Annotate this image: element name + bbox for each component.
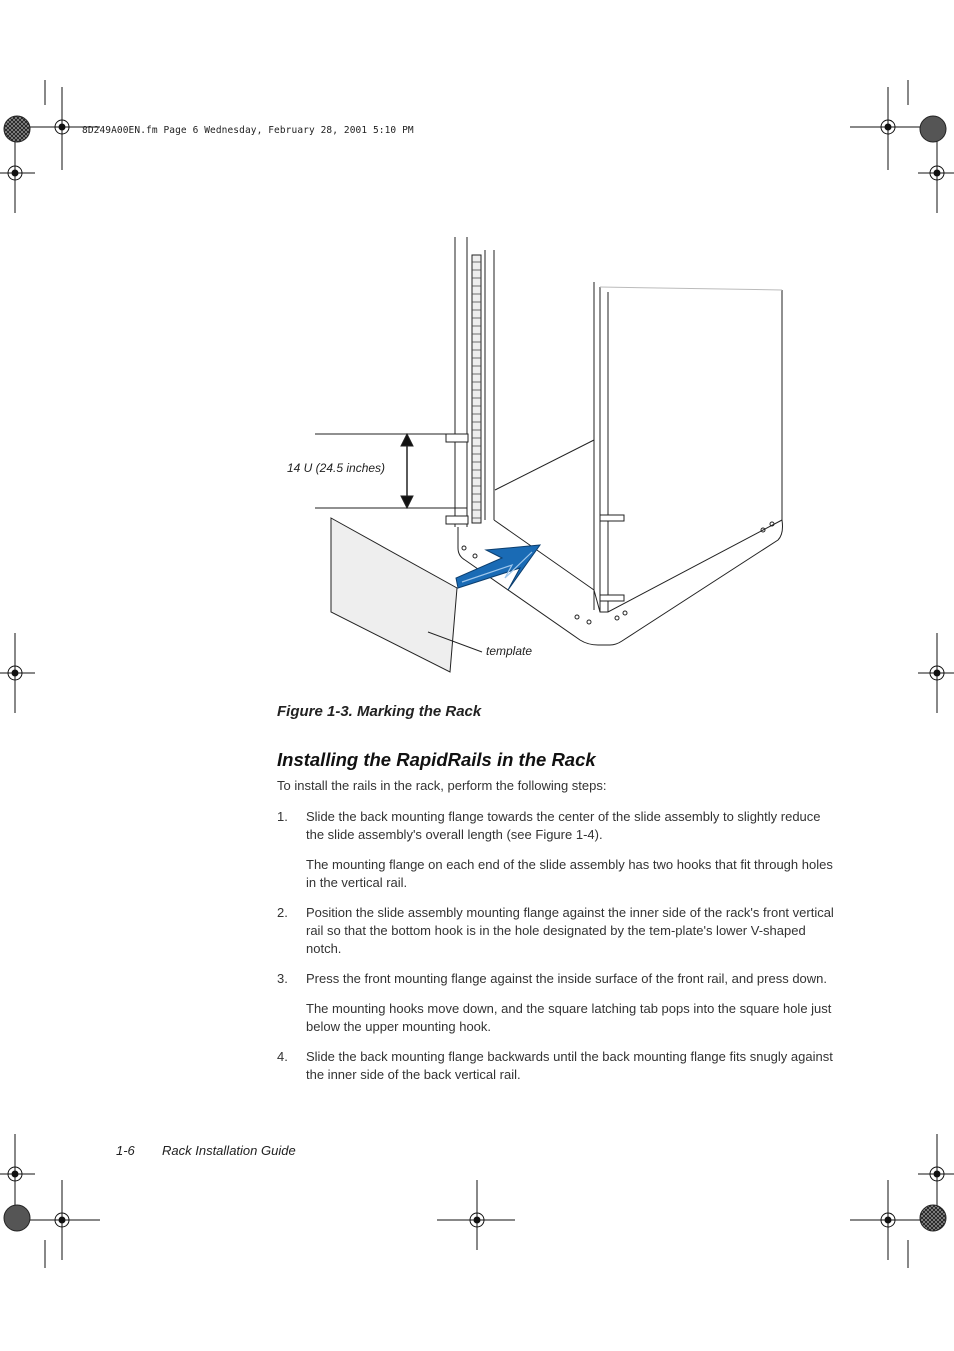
figure-caption: Figure 1-3. Marking the Rack (277, 703, 482, 720)
steps-list (277, 808, 837, 1096)
step-note: The mounting flange on each end of the slide assembly has two hooks that fit through holes in the vertical rail. (306, 857, 833, 890)
registration-mark-icon (918, 1134, 954, 1214)
registration-mark-icon (0, 1134, 35, 1214)
registration-mark-icon (918, 133, 954, 213)
registration-mark-icon (0, 633, 35, 713)
registration-mark-icon (918, 633, 954, 713)
registration-mark-icon (0, 133, 35, 213)
footer-page-number: 1-6 (116, 1143, 135, 1158)
step-number: 1. (277, 809, 288, 824)
dimension-label: 14 U (24.5 inches) (287, 461, 386, 475)
step-note: The mounting hooks move down, and the square latching tab pops into the square hole just below the upper mounting hook. (306, 1001, 832, 1034)
step-number: 3. (277, 971, 288, 986)
step-number: 2. (277, 905, 288, 920)
footer-doc-title: Rack Installation Guide (162, 1143, 296, 1158)
starburst-icon (920, 1205, 946, 1231)
step-text: Slide the back mounting flange towards the center of the slide assembly to slightly reduce the slide assembly's overall length (see Figure 1-4). (306, 809, 821, 842)
intro-paragraph: To install the rails in the rack, perform the following steps: (277, 778, 607, 793)
template-label: template (486, 644, 533, 658)
registration-mark-icon (20, 1180, 100, 1260)
step-text: Position the slide assembly mounting flange against the inner side of the rack's front vertical rail so that the bottom hook is in the hole designated by the tem-plate's lower V-shaped notch. (306, 905, 834, 956)
step-text: Slide the back mounting flange backwards until the back mounting flange fits snugly against the inner side of the back vertical rail. (306, 1049, 833, 1082)
section-title: Installing the RapidRails in the Rack (277, 749, 596, 770)
step-item (277, 970, 837, 1036)
print-header: 8D249A00EN.fm Page 6 Wednesday, February 28, 2001 5:10 PM (82, 125, 414, 136)
step-item (277, 1048, 837, 1084)
step-number: 4. (277, 1049, 288, 1064)
starburst-icon (4, 116, 30, 142)
step-item (277, 904, 837, 958)
rack-illustration (315, 237, 783, 672)
step-text: Press the front mounting flange against the inside surface of the front rail, and press down. (306, 971, 828, 986)
registration-mark-icon (850, 87, 930, 170)
starburst-icon (920, 116, 946, 142)
registration-mark-icon (850, 1180, 930, 1260)
step-item (277, 808, 837, 892)
registration-mark-icon (437, 1180, 515, 1250)
starburst-icon (4, 1205, 30, 1231)
